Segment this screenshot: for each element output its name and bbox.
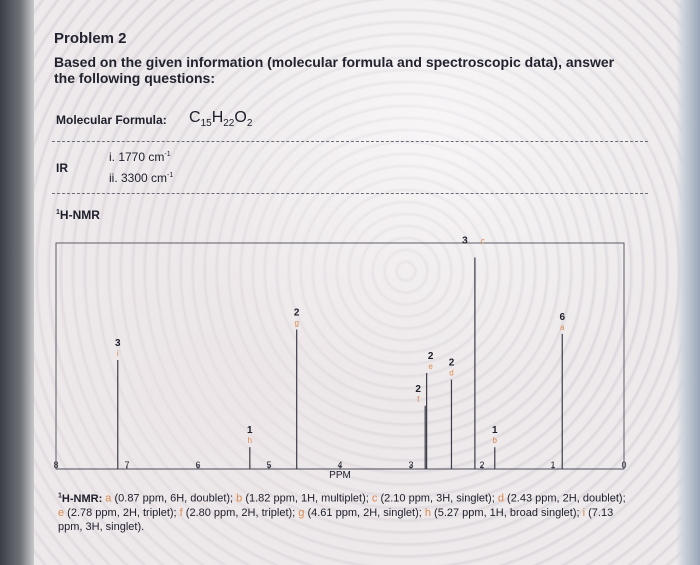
peak-integration-label: 2 — [448, 357, 455, 369]
ir-label: IR — [56, 161, 68, 175]
peak-integration-label: 6 — [559, 311, 566, 323]
peak-letter-label: i — [116, 349, 119, 358]
peak-integration-label: 3 — [462, 235, 468, 247]
x-tick-label: 8 — [53, 460, 59, 470]
nmr-spectrum — [34, 0, 676, 490]
x-tick-label: 7 — [124, 460, 130, 470]
ir-band-1: i. 1770 $cm^{-1}$ — [109, 150, 171, 164]
peak-letter-label: a — [560, 322, 565, 332]
peak-letter: d — [497, 492, 504, 505]
peak-letter-label: g — [294, 318, 299, 328]
problem-title: Problem 2 — [54, 30, 127, 47]
peak-description: (7.13 ppm, 3H, singlet). — [58, 506, 614, 533]
peak-letter: f — [179, 506, 183, 519]
peak-description: (0.87 ppm, 6H, doublet); — [111, 492, 237, 505]
peak-integration-label: 2 — [293, 307, 300, 319]
peak-integration-label: 3 — [114, 338, 121, 349]
x-tick-label: 2 — [479, 460, 485, 470]
molecular-formula-label: Molecular Formula: — [56, 113, 167, 127]
x-tick-label: 4 — [337, 460, 343, 470]
hnmr-section-label: $^1$H-NMR — [56, 208, 100, 222]
peak-integration-label: 1 — [491, 425, 498, 437]
peak-description: (4.61 ppm, 2H, singlet); — [304, 506, 425, 519]
x-tick-label: 3 — [408, 460, 414, 470]
peak-description: (2.43 ppm, 2H, doublet); — [503, 492, 626, 505]
peak-description: (2.10 ppm, 3H, singlet); — [377, 492, 498, 505]
peak-letter: g — [298, 506, 305, 519]
peak-letter-label: d — [449, 368, 454, 378]
x-tick-label: 6 — [195, 460, 201, 470]
ir-band-2: ii. 3300 $cm^{-1}$ — [109, 171, 174, 185]
peak-letter: i — [582, 506, 586, 519]
hnmr-description: $^1$H-NMR: a (0.87 ppm, 6H, doublet); b (1.82 ppm, 1H, multiplet); c (2.10 ppm, 3H, singlet); d (2.43 ppm, 2H, doublet); e (2.78 ppm, 2H, triplet); f (2.80 ppm, 2H, triplet); g (4.61 ppm, 2H, singlet); h (5.27 ppm, 1H, broad singlet); i (7.13 ppm, 3H, singlet). — [58, 492, 626, 533]
peak-description: (2.78 ppm, 2H, triplet); — [64, 506, 180, 519]
peak-letter: b — [236, 492, 243, 505]
problem-instructions: Based on the given information (molecular formula and spectroscopic data), answer the following questions: — [54, 54, 615, 86]
peak-letter-label: e — [428, 362, 433, 372]
peak-letter: c — [371, 492, 378, 505]
peak-letter-label: b — [492, 436, 498, 446]
spectrum-frame — [56, 243, 627, 470]
peak-letter-label: h — [247, 436, 253, 446]
peak-integration-label: 1 — [247, 425, 253, 437]
peak-letter: e — [58, 506, 65, 519]
peak-description: (5.27 ppm, 1H, broad singlet); — [430, 506, 583, 519]
peak-integration-label: 2 — [427, 351, 434, 363]
peak-letter-label: f — [417, 394, 420, 404]
peak-description: (2.80 ppm, 2H, triplet); — [182, 506, 299, 519]
photo-edge-left — [0, 0, 34, 565]
x-tick-label: 0 — [621, 460, 627, 470]
peak-description: (1.82 ppm, 1H, multiplet); — [242, 492, 372, 505]
peak-letter-label: c — [480, 236, 485, 246]
peak-letter: h — [424, 506, 431, 519]
x-axis-label: PPM — [329, 470, 351, 481]
problem-sheet — [34, 0, 676, 565]
peak-letter: a — [105, 492, 112, 505]
x-tick-label: 1 — [550, 460, 556, 470]
peak-integration-label: 2 — [415, 383, 421, 395]
molecular-formula-value: $C_{15}H_{22}O_2$ — [189, 109, 253, 130]
x-tick-label: 5 — [266, 460, 272, 470]
photo-edge-right — [676, 0, 700, 565]
